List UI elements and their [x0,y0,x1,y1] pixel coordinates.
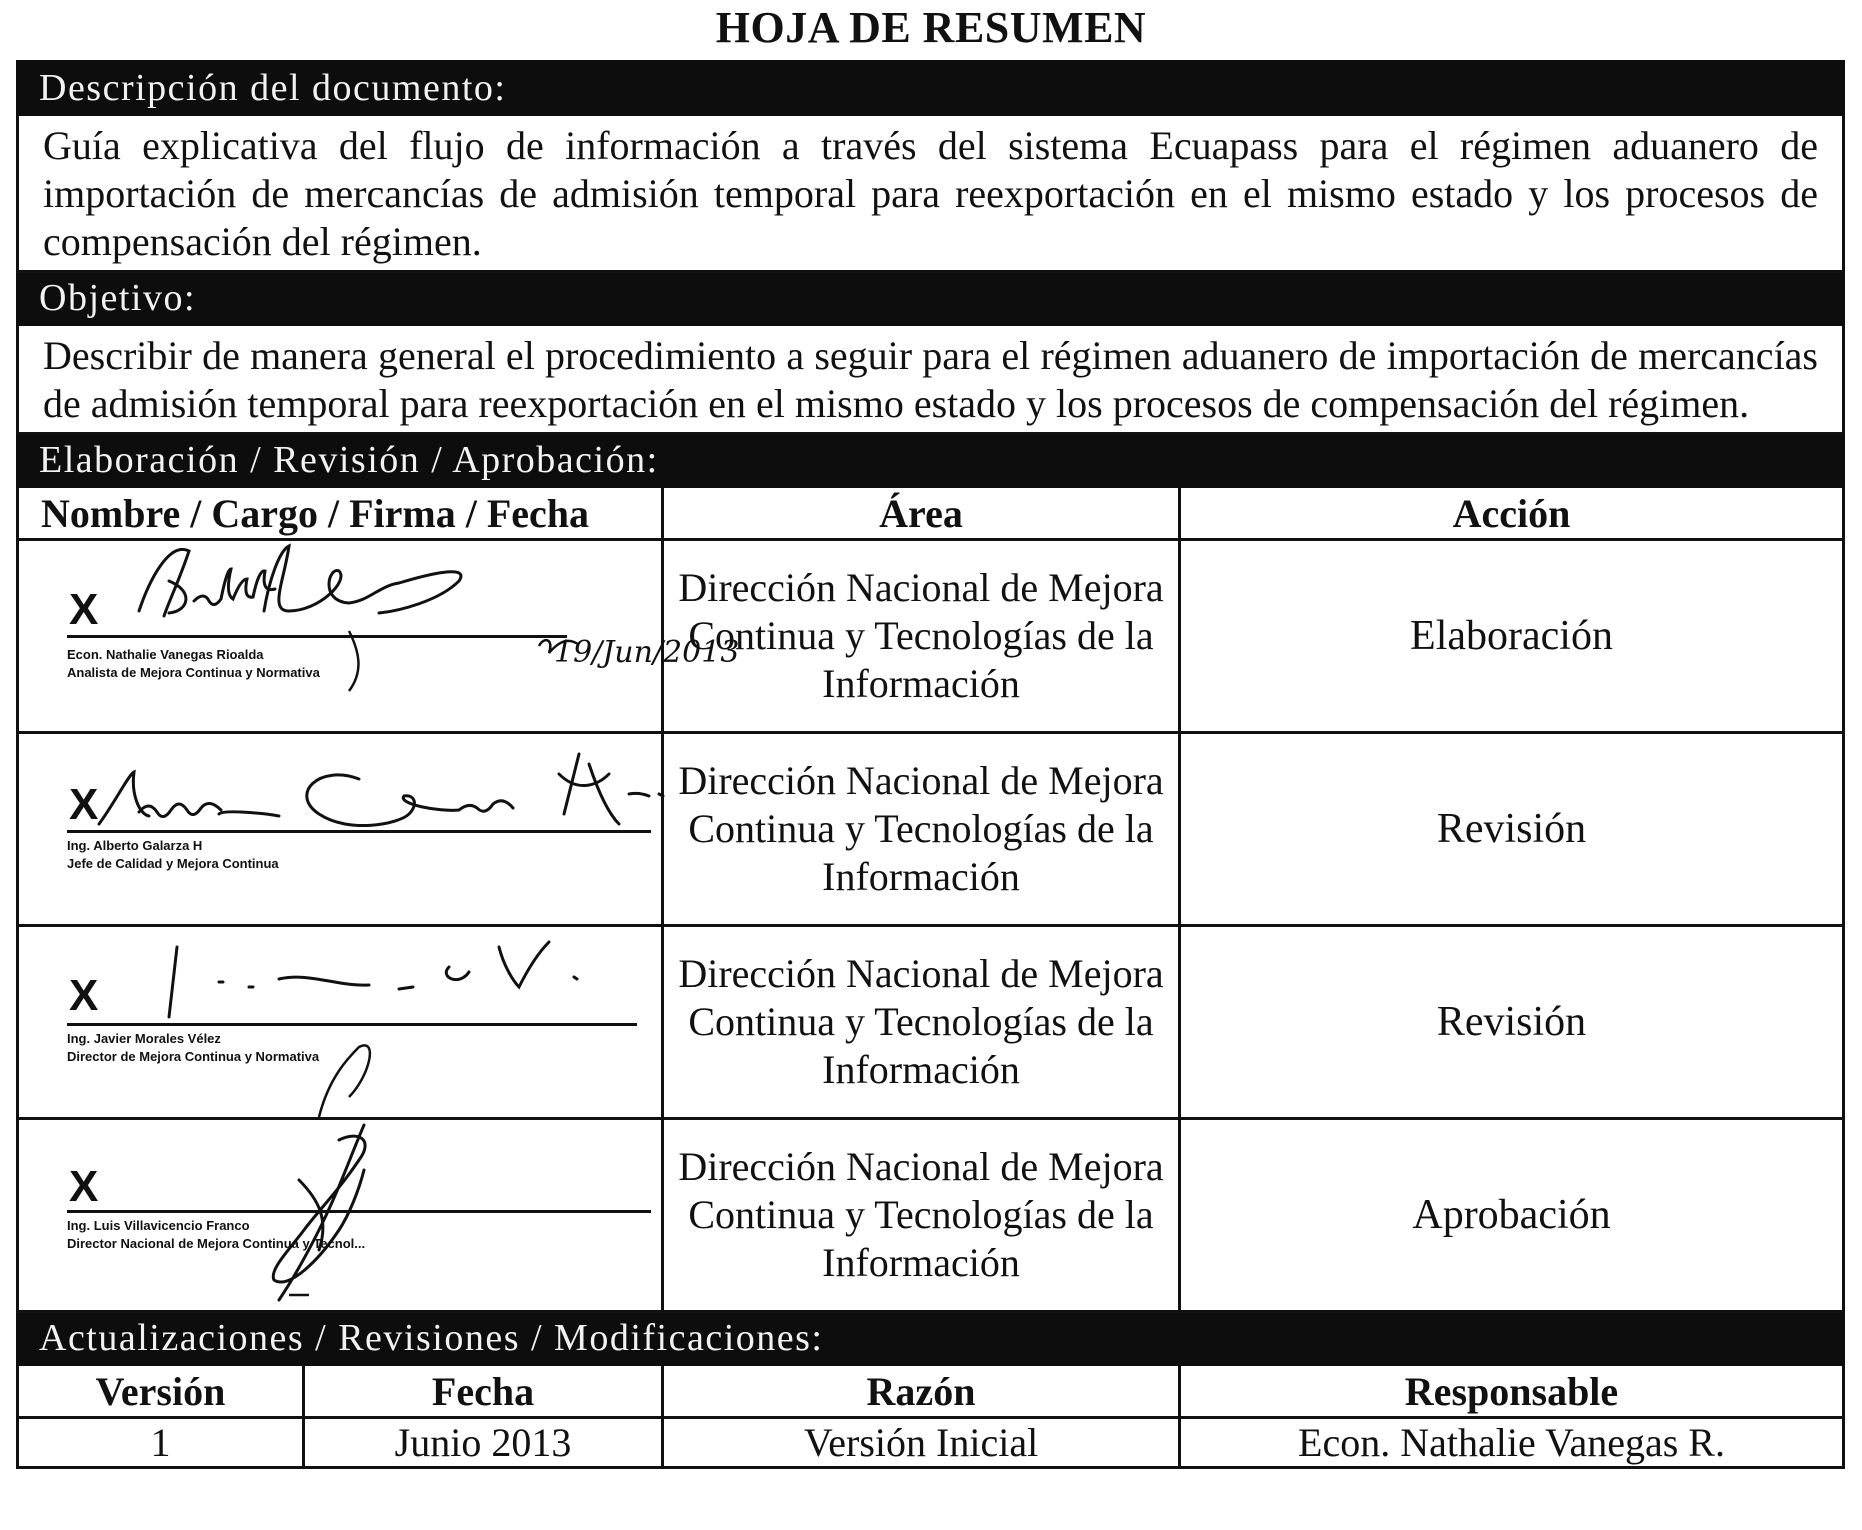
signer-role: Director de Mejora Continua y Normativa [67,1049,320,1064]
objetivo-label: Objetivo: [18,272,1844,325]
signer-name: Ing. Luis Villavicencio Franco [67,1218,250,1233]
signature-x-mark: X [69,971,99,1020]
area-cell: Dirección Nacional de Mejora Continua y Tecnologías de la Información [663,926,1180,1119]
handwritten-signature [19,1120,664,1310]
handwritten-signature [19,927,664,1117]
actualizaciones-label: Actualizaciones / Revisiones / Modificaciones: [18,1312,1844,1365]
signer-role: Analista de Mejora Continua y Normativa [67,665,320,680]
elaboracion-label: Elaboración / Revisión / Aprobación: [18,434,1844,487]
column-header-fecha: Fecha [304,1365,663,1418]
descripcion-label: Descripción del documento: [18,62,1844,115]
table-row [18,926,1844,1119]
accion-cell: Aprobación [1180,1119,1844,1312]
column-header-responsable: Responsable [1180,1365,1844,1418]
signer-name: Ing. Javier Morales Vélez [67,1031,221,1046]
signature-cell [18,540,740,733]
column-header-area: Área [663,487,1180,540]
elaboracion-columns-row [18,487,1844,540]
area-cell: Dirección Nacional de Mejora Continua y Tecnologías de la Información [663,540,1180,733]
page-title: HOJA DE RESUMEN [715,3,1147,52]
actualizaciones-columns-row [18,1365,1844,1418]
area-cell: Dirección Nacional de Mejora Continua y Tecnologías de la Información [663,733,1180,926]
table-row [18,733,1844,926]
accion-cell: Revisión [1180,926,1844,1119]
column-header-accion: Acción [1180,487,1844,540]
table-row [18,540,1844,733]
table-row [18,1119,1844,1312]
elaboracion-header-row [18,434,1844,487]
handwritten-signature [19,734,664,924]
objetivo-header-row [18,272,1844,325]
actualizaciones-header-row [18,1312,1844,1365]
signature-x-mark: X [69,585,99,634]
descripcion-row [18,115,1844,272]
table-row [18,1418,1844,1468]
accion-cell: Elaboración [1180,540,1844,733]
signature-line [67,1023,637,1026]
signature-cell [18,733,663,926]
signer-role: Director Nacional de Mejora Continua y Tecnol... [67,1236,366,1251]
signer-name: Econ. Nathalie Vanegas Rioalda [67,647,264,662]
handwritten-date: 19/Jun/2013 [554,635,740,670]
signature-cell [18,926,663,1119]
column-header-razon: Razón [663,1365,1180,1418]
descripcion-header-row [18,62,1844,115]
version-cell: 1 [18,1418,304,1468]
column-header-nombre: Nombre / Cargo / Firma / Fecha [18,487,663,540]
fecha-cell: Junio 2013 [304,1418,663,1468]
signature-line [67,1210,651,1213]
objetivo-text: Describir de manera general el procedimiento a seguir para el régimen aduanero de importación de mercancías de admisión temporal para reexportación en el mismo estado y los procesos de compensación del régimen. [18,325,1844,434]
signature-line [67,830,651,833]
accion-cell: Revisión [1180,733,1844,926]
signer-role: Jefe de Calidad y Mejora Continua [67,856,279,871]
responsable-cell: Econ. Nathalie Vanegas R. [1180,1418,1844,1468]
razon-cell: Versión Inicial [663,1418,1180,1468]
objetivo-row [18,325,1844,434]
signature-line [67,635,567,638]
signature-cell [18,1119,663,1312]
signature-x-mark: X [69,1162,99,1211]
summary-sheet-table [16,60,1845,1469]
signer-name: Ing. Alberto Galarza H [67,838,203,853]
area-cell: Dirección Nacional de Mejora Continua y Tecnologías de la Información [663,1119,1180,1312]
descripcion-text: Guía explicativa del flujo de información a través del sistema Ecuapass para el régimen aduanero de importación de mercancías de admisión temporal para reexportación en el mismo estado y los procesos de compensación del régimen. [18,115,1844,272]
column-header-version: Versión [18,1365,304,1418]
signature-x-mark: X [69,780,99,829]
